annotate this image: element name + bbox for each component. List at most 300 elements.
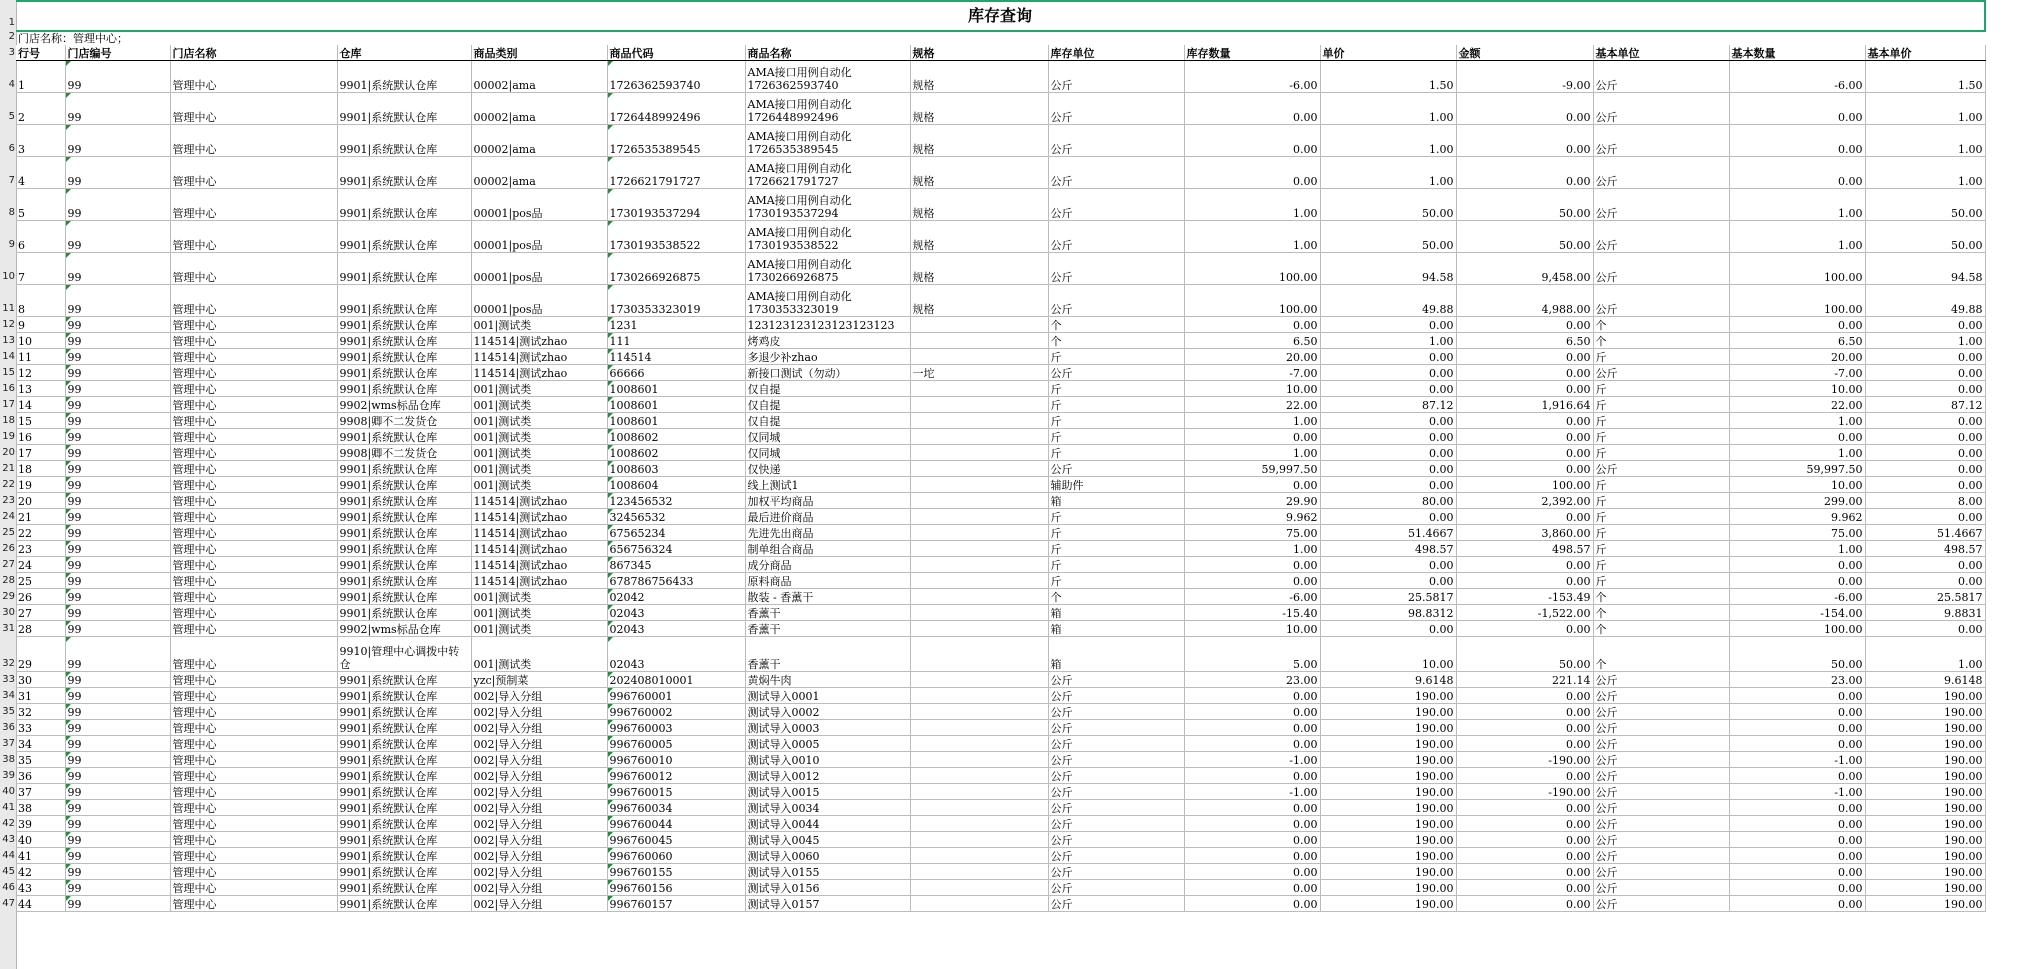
- row-number[interactable]: 47: [2, 898, 15, 909]
- table-cell[interactable]: 公斤: [1048, 768, 1184, 784]
- table-cell[interactable]: 1.00: [1320, 157, 1456, 189]
- table-cell[interactable]: 99: [65, 93, 170, 125]
- table-cell[interactable]: 9,458.00: [1456, 253, 1593, 285]
- table-cell[interactable]: 1: [16, 61, 65, 93]
- table-cell[interactable]: 6.50: [1456, 333, 1593, 349]
- table-cell[interactable]: AMA接口用例自动化 1726621791727: [745, 157, 910, 189]
- table-cell[interactable]: 99: [65, 477, 170, 493]
- table-cell[interactable]: 0.00: [1456, 688, 1593, 704]
- table-cell[interactable]: 9901|系统默认仓库: [337, 816, 471, 832]
- table-cell[interactable]: 190.00: [1320, 704, 1456, 720]
- table-cell[interactable]: 9901|系统默认仓库: [337, 221, 471, 253]
- table-cell[interactable]: 114514|测试zhao: [471, 525, 607, 541]
- table-cell[interactable]: 190.00: [1320, 720, 1456, 736]
- column-header[interactable]: 行号: [16, 45, 65, 61]
- table-cell[interactable]: -6.00: [1184, 589, 1320, 605]
- row-number[interactable]: 32: [2, 658, 15, 669]
- table-cell[interactable]: 99: [65, 317, 170, 333]
- table-cell[interactable]: 先进先出商品: [745, 525, 910, 541]
- table-cell[interactable]: 99: [65, 381, 170, 397]
- table-cell[interactable]: 9901|系统默认仓库: [337, 880, 471, 896]
- table-cell[interactable]: 02043: [607, 605, 745, 621]
- row-number[interactable]: 41: [2, 802, 15, 813]
- row-number[interactable]: 45: [2, 866, 15, 877]
- table-cell[interactable]: 39: [16, 816, 65, 832]
- table-cell[interactable]: 1008603: [607, 461, 745, 477]
- table-cell[interactable]: 箱: [1048, 621, 1184, 637]
- table-cell[interactable]: 管理中心: [170, 429, 337, 445]
- table-cell[interactable]: 123456532: [607, 493, 745, 509]
- table-cell[interactable]: 1730193537294: [607, 189, 745, 221]
- column-header[interactable]: 库存数量: [1184, 45, 1320, 61]
- table-cell[interactable]: 管理中心: [170, 93, 337, 125]
- table-cell[interactable]: 0.00: [1729, 720, 1865, 736]
- table-cell[interactable]: 规格: [910, 93, 1048, 125]
- table-cell[interactable]: [910, 752, 1048, 768]
- table-cell[interactable]: 0.00: [1184, 125, 1320, 157]
- table-cell[interactable]: 4,988.00: [1456, 285, 1593, 317]
- table-cell[interactable]: 23.00: [1729, 672, 1865, 688]
- table-cell[interactable]: 9910|管理中心调拨中转仓: [337, 637, 471, 672]
- table-cell[interactable]: [910, 800, 1048, 816]
- column-header[interactable]: 基本单位: [1593, 45, 1729, 61]
- table-cell[interactable]: [910, 704, 1048, 720]
- table-cell[interactable]: 规格: [910, 253, 1048, 285]
- table-cell[interactable]: 1726362593740: [607, 61, 745, 93]
- table-cell[interactable]: 190.00: [1865, 720, 1985, 736]
- table-cell[interactable]: 9901|系统默认仓库: [337, 157, 471, 189]
- table-cell[interactable]: 99: [65, 397, 170, 413]
- row-number[interactable]: 1: [8, 17, 15, 28]
- table-cell[interactable]: 20.00: [1184, 349, 1320, 365]
- table-cell[interactable]: AMA接口用例自动化 1726362593740: [745, 61, 910, 93]
- table-cell[interactable]: 0.00: [1184, 768, 1320, 784]
- table-cell[interactable]: 1.00: [1184, 541, 1320, 557]
- table-cell[interactable]: [910, 589, 1048, 605]
- table-cell[interactable]: 190.00: [1865, 816, 1985, 832]
- table-cell[interactable]: 99: [65, 832, 170, 848]
- table-cell[interactable]: 94.58: [1320, 253, 1456, 285]
- table-cell[interactable]: yzc|预制菜: [471, 672, 607, 688]
- table-cell[interactable]: 公斤: [1593, 784, 1729, 800]
- table-cell[interactable]: 仅同城: [745, 429, 910, 445]
- table-cell[interactable]: 0.00: [1456, 381, 1593, 397]
- row-number[interactable]: 18: [2, 415, 15, 426]
- table-cell[interactable]: AMA接口用例自动化 1726448992496: [745, 93, 910, 125]
- table-cell[interactable]: 80.00: [1320, 493, 1456, 509]
- table-cell[interactable]: 管理中心: [170, 589, 337, 605]
- table-cell[interactable]: 公斤: [1593, 704, 1729, 720]
- row-number[interactable]: 42: [2, 818, 15, 829]
- table-cell[interactable]: AMA接口用例自动化 1726535389545: [745, 125, 910, 157]
- row-number[interactable]: 4: [8, 79, 15, 90]
- row-number[interactable]: 36: [2, 722, 15, 733]
- table-cell[interactable]: 11: [16, 349, 65, 365]
- table-cell[interactable]: 001|测试类: [471, 445, 607, 461]
- row-number[interactable]: 9: [8, 239, 15, 250]
- table-cell[interactable]: 0.00: [1729, 429, 1865, 445]
- table-cell[interactable]: -1.00: [1184, 784, 1320, 800]
- table-cell[interactable]: 斤: [1048, 349, 1184, 365]
- table-cell[interactable]: 0.00: [1729, 688, 1865, 704]
- table-cell[interactable]: 190.00: [1865, 848, 1985, 864]
- table-cell[interactable]: 9.962: [1729, 509, 1865, 525]
- table-cell[interactable]: 0.00: [1865, 381, 1985, 397]
- table-cell[interactable]: 公斤: [1048, 285, 1184, 317]
- table-cell[interactable]: 斤: [1593, 381, 1729, 397]
- table-cell[interactable]: 0.00: [1184, 736, 1320, 752]
- table-cell[interactable]: 6.50: [1729, 333, 1865, 349]
- table-cell[interactable]: [910, 525, 1048, 541]
- table-cell[interactable]: 斤: [1593, 477, 1729, 493]
- table-cell[interactable]: 9901|系统默认仓库: [337, 61, 471, 93]
- table-cell[interactable]: -6.00: [1184, 61, 1320, 93]
- table-cell[interactable]: 测试导入0157: [745, 896, 910, 912]
- table-cell[interactable]: AMA接口用例自动化 1730193537294: [745, 189, 910, 221]
- table-cell[interactable]: [910, 445, 1048, 461]
- table-cell[interactable]: 管理中心: [170, 221, 337, 253]
- table-cell[interactable]: 5.00: [1184, 637, 1320, 672]
- table-cell[interactable]: 28: [16, 621, 65, 637]
- table-cell[interactable]: -7.00: [1184, 365, 1320, 381]
- table-cell[interactable]: 测试导入0015: [745, 784, 910, 800]
- table-cell[interactable]: 公斤: [1048, 720, 1184, 736]
- table-cell[interactable]: 0.00: [1456, 413, 1593, 429]
- table-cell[interactable]: 29: [16, 637, 65, 672]
- table-cell[interactable]: 0.00: [1456, 317, 1593, 333]
- table-cell[interactable]: 斤: [1048, 541, 1184, 557]
- row-number[interactable]: 35: [2, 706, 15, 717]
- table-cell[interactable]: 1008601: [607, 381, 745, 397]
- table-cell[interactable]: 50.00: [1320, 221, 1456, 253]
- table-cell[interactable]: 0.00: [1456, 461, 1593, 477]
- table-cell[interactable]: 996760044: [607, 816, 745, 832]
- table-cell[interactable]: [910, 429, 1048, 445]
- table-cell[interactable]: 10.00: [1729, 381, 1865, 397]
- table-cell[interactable]: 0.00: [1865, 317, 1985, 333]
- row-number[interactable]: 20: [2, 447, 15, 458]
- table-cell[interactable]: 001|测试类: [471, 317, 607, 333]
- table-cell[interactable]: 10.00: [1320, 637, 1456, 672]
- table-cell[interactable]: 0.00: [1456, 621, 1593, 637]
- table-cell[interactable]: 0.00: [1729, 573, 1865, 589]
- table-cell[interactable]: 规格: [910, 61, 1048, 93]
- table-cell[interactable]: 9901|系统默认仓库: [337, 688, 471, 704]
- table-cell[interactable]: 0.00: [1865, 621, 1985, 637]
- column-header[interactable]: 商品类别: [471, 45, 607, 61]
- sheet-title[interactable]: 库存查询: [16, 1, 1985, 31]
- table-cell[interactable]: 114514: [607, 349, 745, 365]
- table-cell[interactable]: 1.00: [1729, 189, 1865, 221]
- table-cell[interactable]: 0.00: [1184, 429, 1320, 445]
- table-cell[interactable]: 114514|测试zhao: [471, 333, 607, 349]
- table-cell[interactable]: 5: [16, 189, 65, 221]
- table-cell[interactable]: 斤: [1593, 525, 1729, 541]
- column-header[interactable]: 基本数量: [1729, 45, 1865, 61]
- table-cell[interactable]: -190.00: [1456, 752, 1593, 768]
- table-cell[interactable]: 9901|系统默认仓库: [337, 784, 471, 800]
- table-cell[interactable]: 190.00: [1865, 752, 1985, 768]
- table-cell[interactable]: 9902|wms标品仓库: [337, 397, 471, 413]
- table-cell[interactable]: 8.00: [1865, 493, 1985, 509]
- table-cell[interactable]: 管理中心: [170, 621, 337, 637]
- table-cell[interactable]: 1.00: [1320, 125, 1456, 157]
- table-cell[interactable]: 10: [16, 333, 65, 349]
- table-cell[interactable]: 9: [16, 317, 65, 333]
- table-cell[interactable]: 30: [16, 672, 65, 688]
- table-cell[interactable]: 管理中心: [170, 525, 337, 541]
- table-cell[interactable]: 9901|系统默认仓库: [337, 557, 471, 573]
- table-cell[interactable]: 1730353323019: [607, 285, 745, 317]
- table-cell[interactable]: 1.00: [1184, 221, 1320, 253]
- row-number[interactable]: 22: [2, 479, 15, 490]
- table-cell[interactable]: 1008601: [607, 397, 745, 413]
- row-number[interactable]: 11: [2, 303, 15, 314]
- table-cell[interactable]: 001|测试类: [471, 605, 607, 621]
- table-cell[interactable]: 个: [1593, 317, 1729, 333]
- row-number[interactable]: 19: [2, 431, 15, 442]
- table-cell[interactable]: 管理中心: [170, 880, 337, 896]
- table-cell[interactable]: 公斤: [1593, 752, 1729, 768]
- table-cell[interactable]: 0.00: [1320, 429, 1456, 445]
- column-header[interactable]: 规格: [910, 45, 1048, 61]
- table-cell[interactable]: 0.00: [1865, 429, 1985, 445]
- table-cell[interactable]: 管理中心: [170, 61, 337, 93]
- column-header[interactable]: 金额: [1456, 45, 1593, 61]
- table-cell[interactable]: 99: [65, 61, 170, 93]
- table-cell[interactable]: 0.00: [1184, 816, 1320, 832]
- table-cell[interactable]: 测试导入0060: [745, 848, 910, 864]
- table-cell[interactable]: -6.00: [1729, 589, 1865, 605]
- table-cell[interactable]: 9901|系统默认仓库: [337, 317, 471, 333]
- table-cell[interactable]: 管理中心: [170, 285, 337, 317]
- table-cell[interactable]: 公斤: [1048, 93, 1184, 125]
- table-cell[interactable]: 0.00: [1456, 349, 1593, 365]
- table-cell[interactable]: 50.00: [1729, 637, 1865, 672]
- table-cell[interactable]: 新接口测试（勿动）: [745, 365, 910, 381]
- table-cell[interactable]: 0.00: [1320, 413, 1456, 429]
- table-cell[interactable]: 1008601: [607, 413, 745, 429]
- row-number[interactable]: 13: [2, 335, 15, 346]
- table-cell[interactable]: 测试导入0156: [745, 880, 910, 896]
- row-number[interactable]: 40: [2, 786, 15, 797]
- table-cell[interactable]: [910, 688, 1048, 704]
- table-cell[interactable]: 23: [16, 541, 65, 557]
- table-cell[interactable]: 9902|wms标品仓库: [337, 621, 471, 637]
- table-cell[interactable]: 002|导入分组: [471, 736, 607, 752]
- table-cell[interactable]: 678786756433: [607, 573, 745, 589]
- table-cell[interactable]: 99: [65, 800, 170, 816]
- table-cell[interactable]: 1.00: [1865, 93, 1985, 125]
- table-cell[interactable]: 9901|系统默认仓库: [337, 832, 471, 848]
- table-cell[interactable]: 00002|ama: [471, 125, 607, 157]
- table-cell[interactable]: 公斤: [1048, 253, 1184, 285]
- table-cell[interactable]: 0.00: [1456, 800, 1593, 816]
- table-cell[interactable]: [910, 784, 1048, 800]
- table-cell[interactable]: 斤: [1593, 429, 1729, 445]
- table-cell[interactable]: 0.00: [1320, 573, 1456, 589]
- table-cell[interactable]: 98.8312: [1320, 605, 1456, 621]
- table-cell[interactable]: 公斤: [1048, 800, 1184, 816]
- table-cell[interactable]: 87.12: [1865, 397, 1985, 413]
- table-cell[interactable]: 公斤: [1593, 285, 1729, 317]
- table-cell[interactable]: 00002|ama: [471, 61, 607, 93]
- table-cell[interactable]: 99: [65, 704, 170, 720]
- table-cell[interactable]: 190.00: [1320, 864, 1456, 880]
- table-cell[interactable]: 公斤: [1048, 784, 1184, 800]
- table-cell[interactable]: 34: [16, 736, 65, 752]
- row-number[interactable]: 46: [2, 882, 15, 893]
- table-cell[interactable]: 管理中心: [170, 736, 337, 752]
- table-cell[interactable]: 114514|测试zhao: [471, 573, 607, 589]
- table-cell[interactable]: 管理中心: [170, 800, 337, 816]
- table-cell[interactable]: 0.00: [1320, 381, 1456, 397]
- table-cell[interactable]: 管理中心: [170, 333, 337, 349]
- table-cell[interactable]: 202408010001: [607, 672, 745, 688]
- table-cell[interactable]: 99: [65, 621, 170, 637]
- table-cell[interactable]: 管理中心: [170, 349, 337, 365]
- table-cell[interactable]: 0.00: [1456, 445, 1593, 461]
- table-cell[interactable]: 99: [65, 589, 170, 605]
- table-cell[interactable]: 管理中心: [170, 397, 337, 413]
- table-cell[interactable]: 66666: [607, 365, 745, 381]
- table-cell[interactable]: 0.00: [1456, 864, 1593, 880]
- table-cell[interactable]: 002|导入分组: [471, 864, 607, 880]
- table-cell[interactable]: 0.00: [1865, 349, 1985, 365]
- table-cell[interactable]: 40: [16, 832, 65, 848]
- table-cell[interactable]: 个: [1048, 589, 1184, 605]
- table-cell[interactable]: 0.00: [1865, 365, 1985, 381]
- table-cell[interactable]: 001|测试类: [471, 621, 607, 637]
- table-cell[interactable]: 0.00: [1865, 413, 1985, 429]
- table-cell[interactable]: 加权平均商品: [745, 493, 910, 509]
- table-cell[interactable]: 20: [16, 493, 65, 509]
- table-cell[interactable]: 99: [65, 333, 170, 349]
- table-cell[interactable]: 0.00: [1729, 800, 1865, 816]
- table-cell[interactable]: 22.00: [1184, 397, 1320, 413]
- column-header[interactable]: 仓库: [337, 45, 471, 61]
- table-cell[interactable]: 190.00: [1320, 768, 1456, 784]
- table-cell[interactable]: 0.00: [1729, 848, 1865, 864]
- table-cell[interactable]: 002|导入分组: [471, 832, 607, 848]
- table-cell[interactable]: 99: [65, 493, 170, 509]
- table-cell[interactable]: 公斤: [1593, 672, 1729, 688]
- table-cell[interactable]: 25.5817: [1320, 589, 1456, 605]
- row-number[interactable]: 5: [8, 111, 15, 122]
- table-cell[interactable]: 管理中心: [170, 189, 337, 221]
- table-cell[interactable]: 斤: [1048, 557, 1184, 573]
- table-cell[interactable]: 公斤: [1048, 189, 1184, 221]
- table-cell[interactable]: 19: [16, 477, 65, 493]
- table-cell[interactable]: 管理中心: [170, 509, 337, 525]
- table-cell[interactable]: 9901|系统默认仓库: [337, 429, 471, 445]
- table-cell[interactable]: 公斤: [1048, 704, 1184, 720]
- table-cell[interactable]: 99: [65, 221, 170, 253]
- table-cell[interactable]: 996760045: [607, 832, 745, 848]
- table-cell[interactable]: 221.14: [1456, 672, 1593, 688]
- row-number[interactable]: 44: [2, 850, 15, 861]
- table-cell[interactable]: 10.00: [1184, 381, 1320, 397]
- table-cell[interactable]: 114514|测试zhao: [471, 349, 607, 365]
- table-cell[interactable]: 管理中心: [170, 365, 337, 381]
- table-cell[interactable]: 仅快递: [745, 461, 910, 477]
- row-number[interactable]: 38: [2, 754, 15, 765]
- table-cell[interactable]: 公斤: [1593, 800, 1729, 816]
- table-cell[interactable]: 59,997.50: [1729, 461, 1865, 477]
- table-cell[interactable]: 公斤: [1048, 848, 1184, 864]
- table-cell[interactable]: 996760156: [607, 880, 745, 896]
- table-cell[interactable]: 管理中心: [170, 413, 337, 429]
- table-cell[interactable]: 123123123123123123123: [745, 317, 910, 333]
- table-cell[interactable]: 0.00: [1184, 880, 1320, 896]
- table-cell[interactable]: 公斤: [1048, 736, 1184, 752]
- table-cell[interactable]: 002|导入分组: [471, 800, 607, 816]
- table-cell[interactable]: 9901|系统默认仓库: [337, 285, 471, 317]
- table-cell[interactable]: 996760001: [607, 688, 745, 704]
- table-cell[interactable]: 公斤: [1593, 880, 1729, 896]
- table-cell[interactable]: 002|导入分组: [471, 880, 607, 896]
- table-cell[interactable]: 99: [65, 365, 170, 381]
- table-cell[interactable]: 10.00: [1729, 477, 1865, 493]
- table-cell[interactable]: 02043: [607, 637, 745, 672]
- table-cell[interactable]: 36: [16, 768, 65, 784]
- table-cell[interactable]: 51.4667: [1320, 525, 1456, 541]
- table-cell[interactable]: 管理中心: [170, 157, 337, 189]
- table-cell[interactable]: 个: [1593, 333, 1729, 349]
- table-cell[interactable]: 1.50: [1320, 61, 1456, 93]
- table-cell[interactable]: 87.12: [1320, 397, 1456, 413]
- table-cell[interactable]: 公斤: [1593, 157, 1729, 189]
- table-cell[interactable]: 14: [16, 397, 65, 413]
- table-cell[interactable]: 25.5817: [1865, 589, 1985, 605]
- table-cell[interactable]: 管理中心: [170, 573, 337, 589]
- table-cell[interactable]: 0.00: [1184, 864, 1320, 880]
- table-cell[interactable]: 公斤: [1048, 221, 1184, 253]
- row-number[interactable]: 16: [2, 383, 15, 394]
- table-cell[interactable]: 公斤: [1593, 864, 1729, 880]
- table-cell[interactable]: 测试导入0012: [745, 768, 910, 784]
- table-cell[interactable]: 斤: [1048, 573, 1184, 589]
- table-cell[interactable]: 1.00: [1184, 445, 1320, 461]
- table-cell[interactable]: 0.00: [1865, 461, 1985, 477]
- table-cell[interactable]: 管理中心: [170, 637, 337, 672]
- table-cell[interactable]: 996760002: [607, 704, 745, 720]
- table-cell[interactable]: 管理中心: [170, 752, 337, 768]
- table-cell[interactable]: 9908|卿不二发货仓: [337, 445, 471, 461]
- table-cell[interactable]: 0.00: [1320, 477, 1456, 493]
- table-cell[interactable]: 2: [16, 93, 65, 125]
- row-number[interactable]: 21: [2, 463, 15, 474]
- table-cell[interactable]: 测试导入0002: [745, 704, 910, 720]
- table-cell[interactable]: 仅自提: [745, 413, 910, 429]
- table-cell[interactable]: 190.00: [1320, 688, 1456, 704]
- row-number[interactable]: 33: [2, 674, 15, 685]
- table-cell[interactable]: [910, 333, 1048, 349]
- table-cell[interactable]: 9901|系统默认仓库: [337, 93, 471, 125]
- table-cell[interactable]: 32: [16, 704, 65, 720]
- table-cell[interactable]: -7.00: [1729, 365, 1865, 381]
- table-cell[interactable]: 9901|系统默认仓库: [337, 189, 471, 221]
- column-header[interactable]: 商品名称: [745, 45, 910, 61]
- row-number[interactable]: 14: [2, 351, 15, 362]
- row-number[interactable]: 29: [2, 591, 15, 602]
- table-cell[interactable]: 0.00: [1456, 720, 1593, 736]
- table-cell[interactable]: 100.00: [1456, 477, 1593, 493]
- table-cell[interactable]: [910, 413, 1048, 429]
- table-cell[interactable]: 测试导入0003: [745, 720, 910, 736]
- table-cell[interactable]: 15: [16, 413, 65, 429]
- table-cell[interactable]: 9901|系统默认仓库: [337, 541, 471, 557]
